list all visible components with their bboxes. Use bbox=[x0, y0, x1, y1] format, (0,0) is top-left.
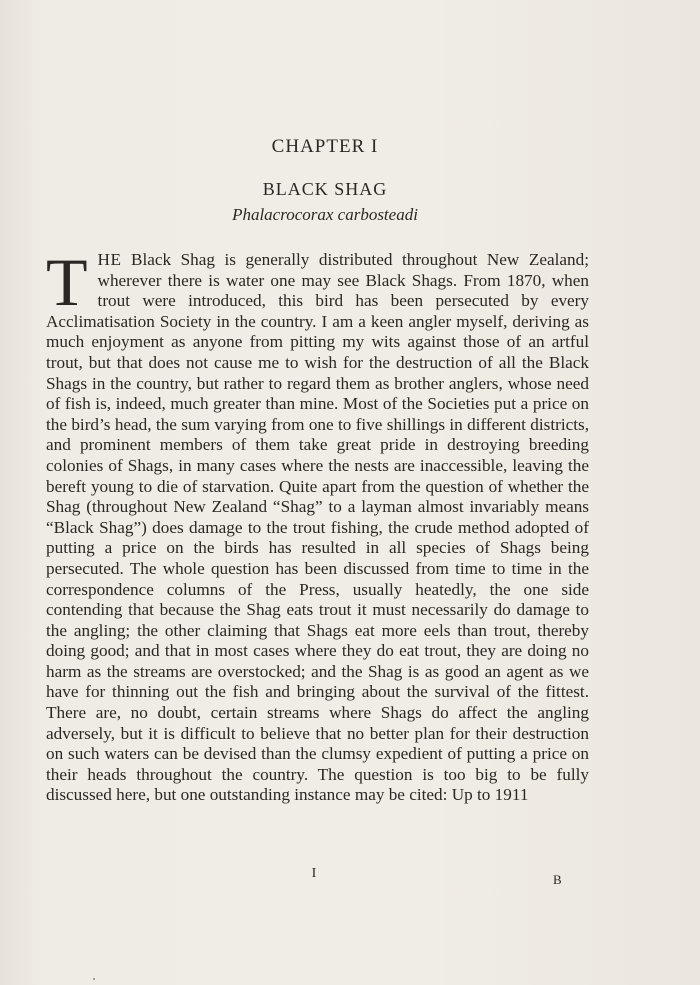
chapter-heading: CHAPTER I bbox=[271, 136, 379, 157]
drop-cap: T bbox=[46, 244, 88, 320]
lead-in: HE bbox=[97, 250, 122, 269]
body-paragraph bbox=[46, 244, 589, 806]
paper-speck bbox=[93, 978, 95, 980]
chapter-title: BLACK SHAG bbox=[262, 179, 388, 199]
signature-mark: B bbox=[553, 872, 562, 887]
scientific-name: Phalacrocorax carbosteadi bbox=[232, 205, 418, 224]
paragraph-text: Black Shag is generally distributed throughout New Zealand; wherever there is water one may see Black Shags. From 1870, when trout were introduced, this bird has been persecuted by every Acclimatisation Society in the country. I am a keen angler myself, deriving as much enjoyment as anyone from pitting my wits against those of an artful trout, but that does not cause me to wish for the destruction of all the Black Shags in the country, but rather to regard them as brother anglers, whose need of fish is, indeed, much greater than mine. Most of the Societies put a price on the bird’s head, the sum varying from one to five shillings in different districts, and prominent members of them take great pride in destroying breeding colonies of Shags, in many cases where the nests are inaccessible, leaving the bereft young to die of starvation. Quite apart from the question of whether the Shag (throughout New Zealand “Shag” to a layman almost invariably means “Black Shag”) does damage to the trout fishing, the crude method adopted of putting a price on the birds has resulted in all species of Shags being persecuted. The whole question has been discussed from time to time in the correspondence columns of the Press, usually heatedly, the one side contending that because the Shag eats trout it must necessarily do damage to the angling; the other claiming that Shags eat more eels than trout, thereby doing good; and that in most cases where they do eat trout, they are doing no harm as the streams are overstocked; and the Shag is as good an agent as we have for thinning out the fish and bringing about the survival of the fittest. There are, no doubt, certain streams where Shags do affect the angling adversely, but it is difficult to believe that no better plan for their destruction on such waters can be devised than the clumsy expedient of putting a price on their heads throughout the country. The question is too big to be fully discussed here, but one outstanding instance may be cited: Up to 1911 bbox=[46, 250, 589, 805]
page-number: I bbox=[311, 866, 317, 881]
